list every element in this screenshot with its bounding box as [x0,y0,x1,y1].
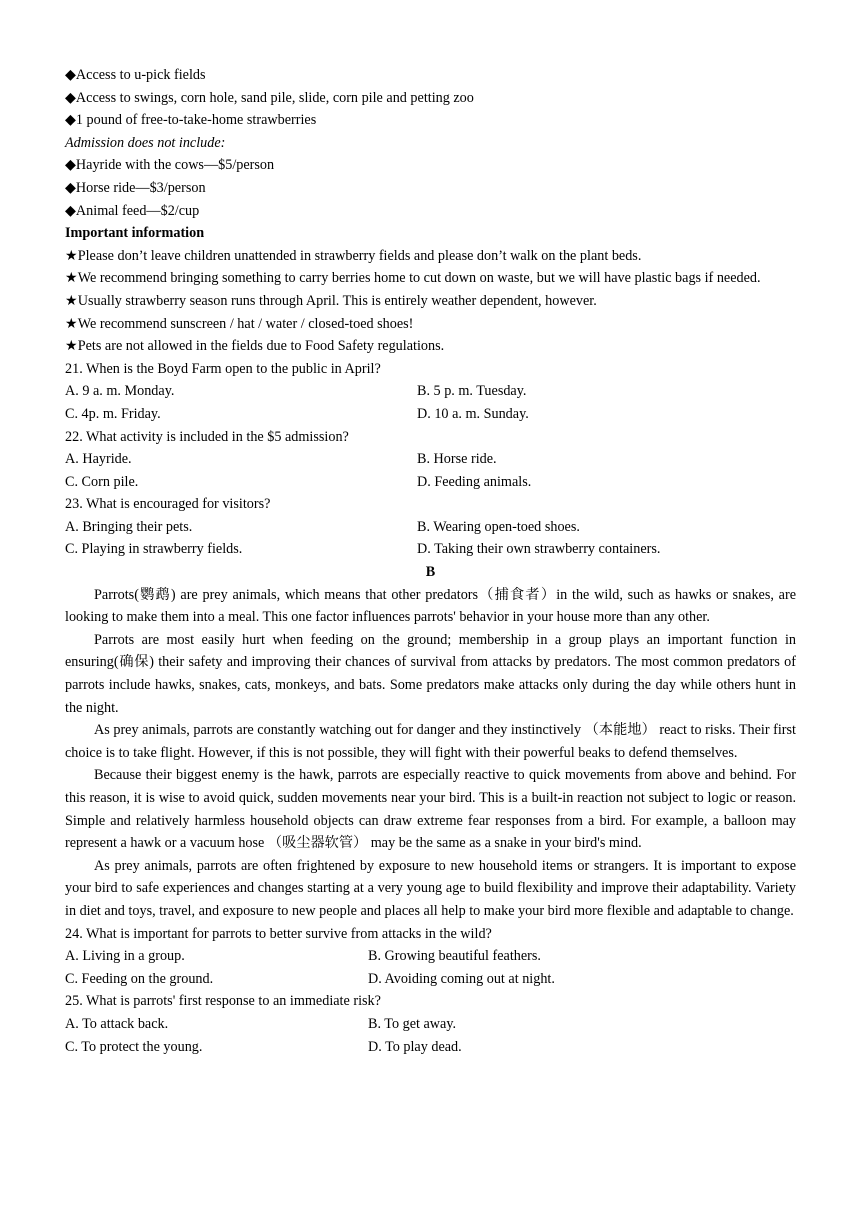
list-item: ★We recommend sunscreen / hat / water / closed-toed shoes! [65,315,414,332]
passage-paragraph: Because their biggest enemy is the hawk, parrots are especially reactive to quick movements from above and behind. For this reason, it is wise to avoid quick, sudden movements near your bird. This is a built-in reaction not subject to logic or reason. Simple and relatively harmless household objects can draw extreme fear responses from a bird. For example, a balloon may represent a hawk or a vacuum hose （吸尘器软管） may be the same as a snake in your bird's mind. [65,767,796,852]
document-page [65,64,796,1058]
option-a: A. To attack back. [65,1015,169,1032]
list-item: ★Usually strawberry season runs through April. This is entirely weather dependent, however. [65,292,597,309]
option-b: B. 5 p. m. Tuesday. [417,383,527,400]
question-25 [65,990,796,1058]
option-a: A. Living in a group. [65,948,185,965]
option-a: A. Hayride. [65,451,132,468]
option-d: D. Taking their own strawberry containers. [417,541,661,558]
question-23 [65,493,796,561]
important-info-heading: Important information [65,225,205,242]
admission-excludes-list [65,154,796,222]
section-b-label: B [425,564,436,581]
not-included-heading: Admission does not include: [65,134,226,151]
option-c: C. To protect the young. [65,1038,203,1055]
passage-paragraph: Parrots are most easily hurt when feeding on the ground; membership in a group plays an important function in ensuring(确保) their safety and improving their chances of survival from attacks by predators. The most common predators of parrots include hawks, snakes, cats, monkeys, and bats. Some predators make attacks only during the day while others hunt in the night. [65,631,796,716]
question-stem: 25. What is parrots' first response to an immediate risk? [65,993,381,1010]
important-info-list [65,245,796,358]
option-a: A. 9 a. m. Monday. [65,383,175,400]
list-item: ◆Access to u-pick fields [65,67,206,83]
option-d: D. To play dead. [368,1038,462,1055]
option-b: B. Growing beautiful feathers. [368,948,541,965]
option-d: D. Avoiding coming out at night. [368,970,555,987]
question-22 [65,426,796,494]
option-d: D. Feeding animals. [417,473,532,490]
option-b: B. To get away. [368,1015,457,1032]
question-stem: 24. What is important for parrots to better survive from attacks in the wild? [65,925,492,942]
list-item: ★Please don’t leave children unattended in strawberry fields and please don’t walk on the plant beds. [65,247,642,264]
option-c: C. Feeding on the ground. [65,970,214,987]
option-b: B. Wearing open-toed shoes. [417,518,580,535]
option-b: B. Horse ride. [417,451,497,468]
option-c: C. Playing in strawberry fields. [65,541,243,558]
list-item: ◆Access to swings, corn hole, sand pile, slide, corn pile and petting zoo [65,89,474,106]
option-c: C. 4p. m. Friday. [65,405,161,422]
question-24 [65,923,796,991]
question-stem: 22. What activity is included in the $5 admission? [65,428,349,445]
question-21 [65,358,796,426]
option-a: A. Bringing their pets. [65,518,193,535]
list-item: ◆Horse ride—$3/person [65,179,206,196]
option-c: C. Corn pile. [65,473,139,490]
passage-b [65,584,796,923]
list-item: ◆Hayride with the cows—$5/person [65,157,275,174]
question-stem: 21. When is the Boyd Farm open to the public in April? [65,360,381,377]
passage-paragraph: Parrots(鹦鹉) are prey animals, which means that other predators（捕食者）in the wild, such as hawks or snakes, are looking to make them into a meal. This one factor influences parrots' behavior in your house more than any other. [65,586,796,626]
passage-paragraph: As prey animals, parrots are often frightened by exposure to new household items or strangers. It is important to expose your bird to safe experiences and changes starting at a very young age to build flexibility and improve their adaptability. Variety in diet and toys, travel, and exposure to new people and places all help to make your bird more flexible and adaptable to change. [65,857,796,919]
list-item: ★Pets are not allowed in the fields due to Food Safety regulations. [65,338,445,355]
question-stem: 23. What is encouraged for visitors? [65,496,271,513]
option-d: D. 10 a. m. Sunday. [417,405,529,422]
passage-paragraph: As prey animals, parrots are constantly watching out for danger and they instinctively （本能地） react to risks. Their first choice is to take flight. However, if this is not possible, they will fight with their powerful beaks to defend themselves. [65,722,796,761]
list-item: ◆1 pound of free-to-take-home strawberries [65,112,317,129]
list-item: ◆Animal feed—$2/cup [65,202,200,219]
admission-includes-list [65,64,796,132]
list-item: ★We recommend bringing something to carry berries home to cut down on waste, but we will have plastic bags if needed. [65,270,761,287]
